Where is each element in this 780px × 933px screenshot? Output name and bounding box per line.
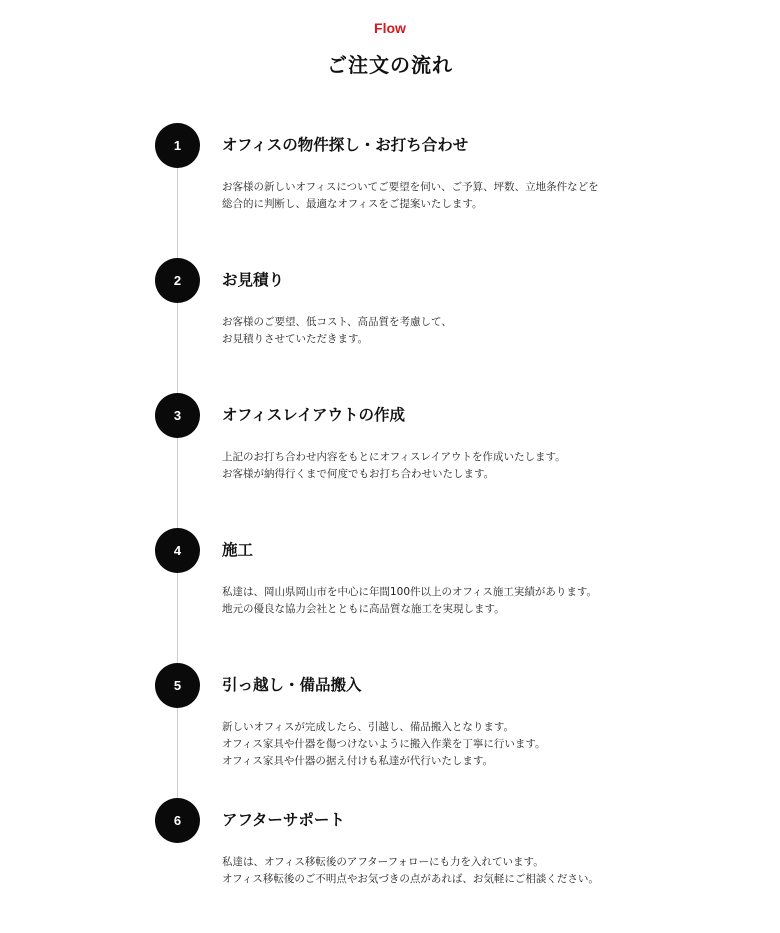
step-description-line: 私達は、岡山県岡山市を中心に年間100件以上のオフィス施工実績があります。 — [222, 586, 598, 598]
step-description-line: 上記のお打ち合わせ内容をもとにオフィスレイアウトを作成いたします。 — [222, 451, 566, 463]
step-title: オフィスの物件探し・お打ち合わせ — [222, 136, 469, 154]
step-title: アフターサポート — [222, 811, 345, 829]
section-label: Flow — [374, 20, 406, 36]
step-description — [222, 449, 566, 483]
step-description-line: 私達は、オフィス移転後のアフターフォローにも力を入れています。 — [222, 856, 544, 868]
flow-step-2 — [0, 258, 780, 393]
step-description-line: オフィス家具や什器の据え付けも私達が代行いたします。 — [222, 755, 494, 767]
step-number-badge: 2 — [155, 258, 200, 303]
step-number-badge: 1 — [155, 123, 200, 168]
step-description — [222, 719, 546, 770]
step-number-badge: 4 — [155, 528, 200, 573]
step-description-line: 地元の優良な協力会社とともに高品質な施工を実現します。 — [222, 603, 505, 615]
flow-step-3 — [0, 393, 780, 528]
step-description — [222, 854, 599, 888]
step-description — [222, 179, 599, 213]
step-description — [222, 314, 452, 348]
step-title: お見積り — [222, 271, 285, 289]
flow-step-1 — [0, 123, 780, 258]
step-number-badge: 3 — [155, 393, 200, 438]
step-number-badge: 5 — [155, 663, 200, 708]
step-description-line: オフィス移転後のご不明点やお気づきの点があれば、お気軽にご相談ください。 — [222, 873, 599, 885]
step-description-line: お客様のご要望、低コスト、高品質を考慮して、 — [222, 316, 452, 328]
flow-step-4 — [0, 528, 780, 663]
step-description-line: お客様が納得行くまで何度でもお打ち合わせいたします。 — [222, 468, 495, 480]
step-title: 引っ越し・備品搬入 — [222, 676, 362, 694]
step-description-line: お客様の新しいオフィスについてご要望を伺い、ご予算、坪数、立地条件などを — [222, 181, 599, 193]
step-title: オフィスレイアウトの作成 — [222, 406, 406, 424]
step-description-line: お見積りさせていただきます。 — [222, 333, 369, 345]
step-description — [222, 584, 597, 618]
flow-step-5 — [0, 663, 780, 798]
step-number-badge: 6 — [155, 798, 200, 843]
step-description-line: 総合的に判断し、最適なオフィスをご提案いたします。 — [222, 198, 483, 210]
flow-step-6 — [0, 798, 780, 933]
page-title: ご注文の流れ — [327, 53, 453, 77]
step-description-line: 新しいオフィスが完成したら、引越し、備品搬入となります。 — [222, 721, 515, 733]
step-title: 施工 — [222, 541, 254, 559]
step-description-line: オフィス家具や什器を傷つけないように搬入作業を丁寧に行います。 — [222, 738, 546, 750]
